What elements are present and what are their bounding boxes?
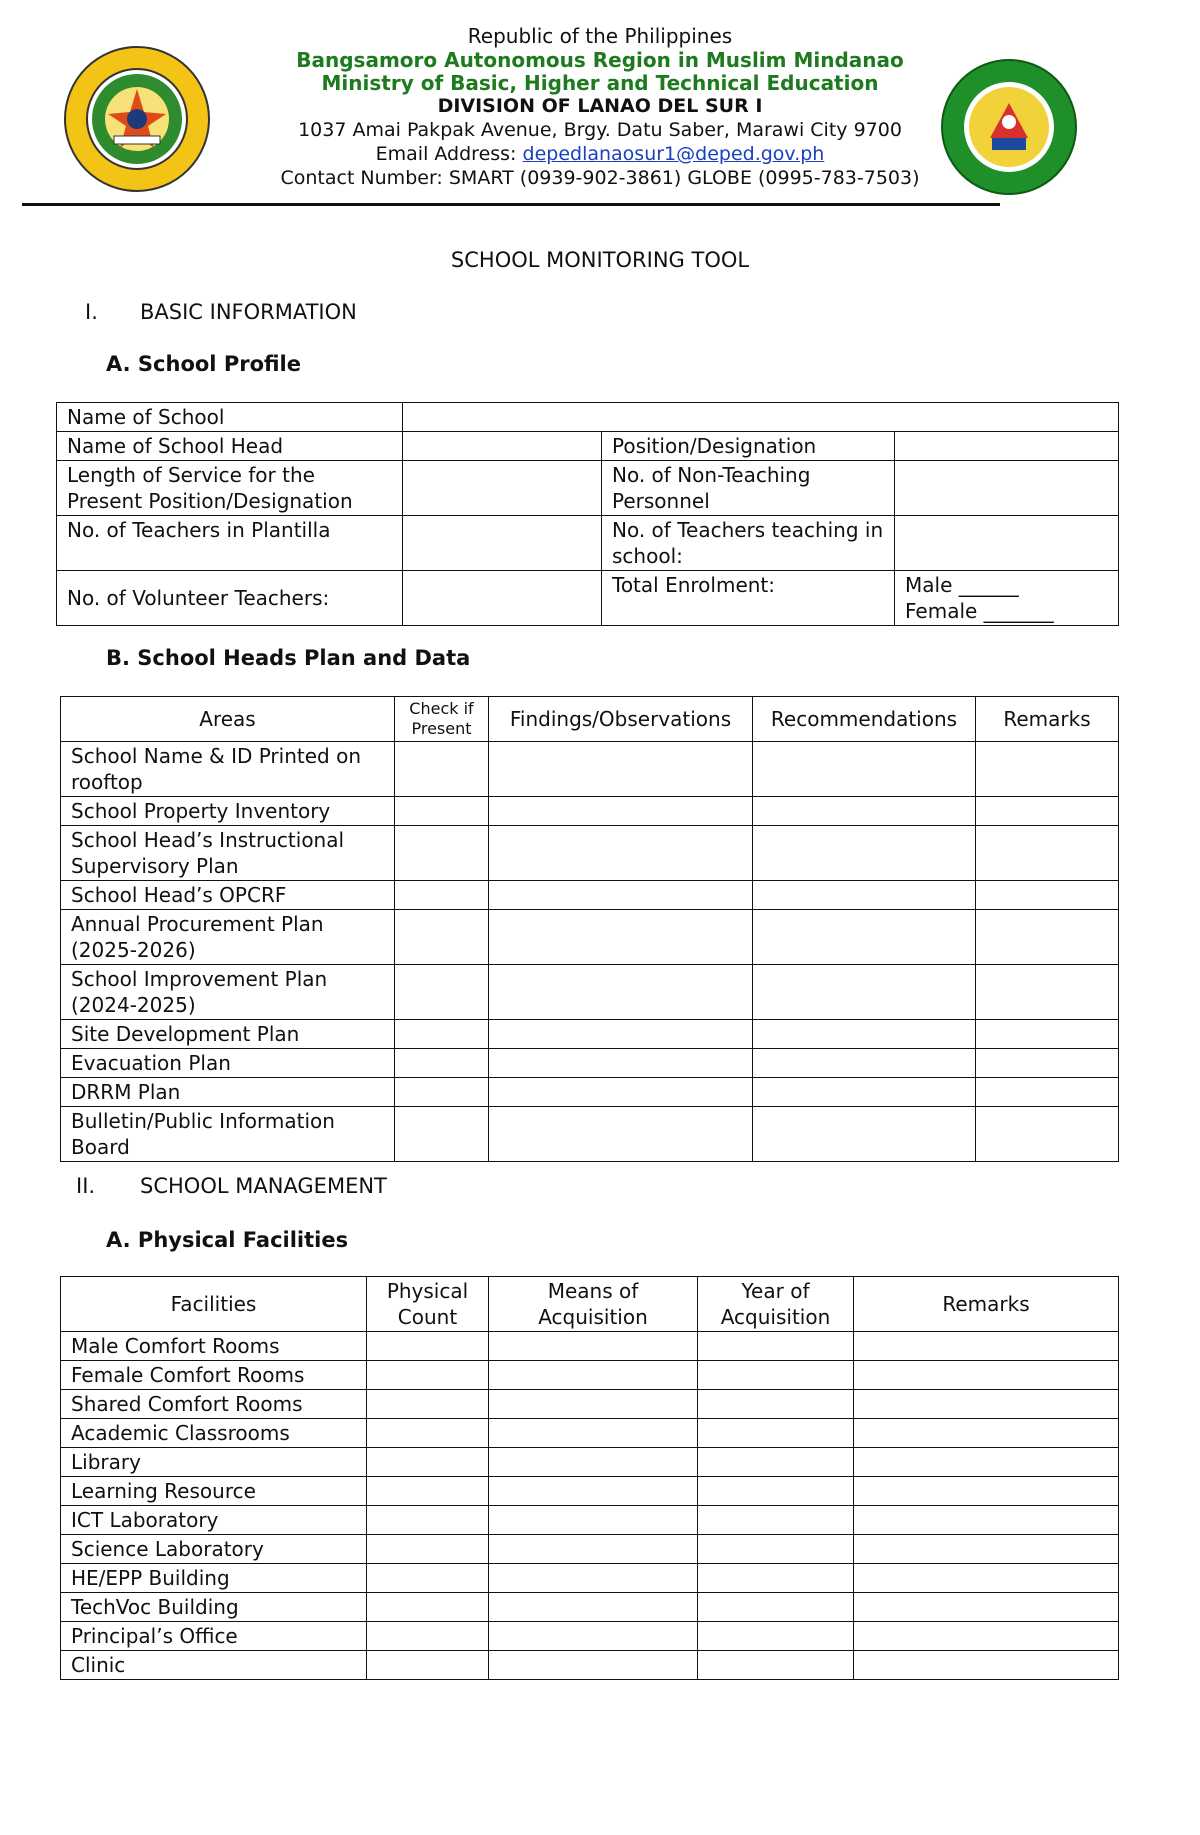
contact-line: Contact Number: SMART (0939-902-3861) GLOBE (0995-783-7503) xyxy=(280,167,920,189)
plan-check-cell[interactable] xyxy=(395,1020,489,1049)
length-of-service-label: Length of Service for the Present Position/Designation xyxy=(57,461,403,516)
facility-count-cell[interactable] xyxy=(367,1477,489,1506)
position-label: Position/Designation xyxy=(602,432,895,461)
table-row xyxy=(61,826,1119,881)
facilities-heading: A. Physical Facilities xyxy=(106,1228,349,1252)
ministry-line: Ministry of Basic, Higher and Technical Education xyxy=(321,71,879,95)
plan-findings-cell[interactable] xyxy=(489,826,753,881)
facility-count-cell[interactable] xyxy=(367,1361,489,1390)
facility-count-cell[interactable] xyxy=(367,1622,489,1651)
facility-count-cell[interactable] xyxy=(367,1506,489,1535)
table-row xyxy=(61,965,1119,1020)
plan-remarks-cell[interactable] xyxy=(976,1107,1119,1162)
plan-check-cell[interactable] xyxy=(395,797,489,826)
facility-year-cell[interactable] xyxy=(698,1419,854,1448)
facility-label: Science Laboratory xyxy=(61,1535,367,1564)
facility-means-cell[interactable] xyxy=(489,1390,698,1419)
table-row xyxy=(61,1506,1119,1535)
facility-year-cell[interactable] xyxy=(698,1390,854,1419)
plan-recommendations-cell[interactable] xyxy=(753,797,976,826)
plan-findings-cell[interactable] xyxy=(489,797,753,826)
plan-check-cell[interactable] xyxy=(395,881,489,910)
col-means-of-acquisition: Means of Acquisition xyxy=(489,1277,698,1332)
plan-remarks-cell[interactable] xyxy=(976,1020,1119,1049)
facility-count-cell[interactable] xyxy=(367,1593,489,1622)
facility-count-cell[interactable] xyxy=(367,1448,489,1477)
teachers-plantilla-label: No. of Teachers in Plantilla xyxy=(57,516,403,571)
facility-remarks-cell[interactable] xyxy=(854,1535,1119,1564)
plan-remarks-cell[interactable] xyxy=(976,910,1119,965)
plan-area-label: School Name & ID Printed on rooftop xyxy=(61,742,395,797)
letterhead xyxy=(0,0,1200,215)
email-link[interactable]: depedlanaosur1@deped.gov.ph xyxy=(522,143,825,165)
facility-means-cell[interactable] xyxy=(489,1361,698,1390)
table-row xyxy=(61,797,1119,826)
table-row xyxy=(61,1419,1119,1448)
facility-year-cell[interactable] xyxy=(698,1535,854,1564)
facility-count-cell[interactable] xyxy=(367,1564,489,1593)
table-row xyxy=(61,1622,1119,1651)
plan-recommendations-cell[interactable] xyxy=(753,826,976,881)
plan-findings-cell[interactable] xyxy=(489,1049,753,1078)
table-row xyxy=(61,1651,1119,1680)
facility-means-cell[interactable] xyxy=(489,1448,698,1477)
teachers-teaching-label: No. of Teachers teaching in school: xyxy=(602,516,895,571)
plan-remarks-cell[interactable] xyxy=(976,881,1119,910)
plan-findings-cell[interactable] xyxy=(489,1078,753,1107)
col-recommendations: Recommendations xyxy=(753,697,976,742)
school-profile-table xyxy=(56,402,1119,626)
facility-year-cell[interactable] xyxy=(698,1622,854,1651)
plan-recommendations-cell[interactable] xyxy=(753,1107,976,1162)
facility-remarks-cell[interactable] xyxy=(854,1622,1119,1651)
table-row xyxy=(61,1593,1119,1622)
region-line: Bangsamoro Autonomous Region in Muslim Mindanao xyxy=(296,48,904,72)
facility-means-cell[interactable] xyxy=(489,1506,698,1535)
facilities-table xyxy=(60,1276,1119,1680)
plan-recommendations-cell[interactable] xyxy=(753,1020,976,1049)
col-areas: Areas xyxy=(61,697,395,742)
school-head-label: Name of School Head xyxy=(57,432,403,461)
plan-recommendations-cell[interactable] xyxy=(753,742,976,797)
table-row xyxy=(61,1535,1119,1564)
col-fac-remarks: Remarks xyxy=(854,1277,1119,1332)
col-check-if-present: Check if Present xyxy=(395,697,489,742)
table-row xyxy=(61,910,1119,965)
name-of-school-field[interactable] xyxy=(403,403,1119,432)
plan-check-cell[interactable] xyxy=(395,965,489,1020)
facility-count-cell[interactable] xyxy=(367,1390,489,1419)
table-row xyxy=(61,1477,1119,1506)
plan-check-cell[interactable] xyxy=(395,1049,489,1078)
address-line: 1037 Amai Pakpak Avenue, Brgy. Datu Saber, Marawi City 9700 xyxy=(298,119,902,141)
facility-remarks-cell[interactable] xyxy=(854,1361,1119,1390)
facility-remarks-cell[interactable] xyxy=(854,1332,1119,1361)
section-2-number: II. xyxy=(76,1174,96,1198)
plan-area-label: School Improvement Plan (2024-2025) xyxy=(61,965,395,1020)
male-field[interactable]: Male ______ xyxy=(905,573,1019,597)
plan-area-label: Bulletin/Public Information Board xyxy=(61,1107,395,1162)
facility-label: Library xyxy=(61,1448,367,1477)
document-title: SCHOOL MONITORING TOOL xyxy=(450,248,750,272)
facility-year-cell[interactable] xyxy=(698,1477,854,1506)
plan-area-label: School Head’s OPCRF xyxy=(61,881,395,910)
school-profile-heading: A. School Profile xyxy=(106,352,301,376)
plan-area-label: School Head’s Instructional Supervisory Plan xyxy=(61,826,395,881)
facility-remarks-cell[interactable] xyxy=(854,1593,1119,1622)
plan-remarks-cell[interactable] xyxy=(976,797,1119,826)
republic-line: Republic of the Philippines xyxy=(467,24,733,48)
facility-label: HE/EPP Building xyxy=(61,1564,367,1593)
volunteer-field[interactable] xyxy=(403,571,602,626)
plan-check-cell[interactable] xyxy=(395,910,489,965)
facility-year-cell[interactable] xyxy=(698,1361,854,1390)
facility-means-cell[interactable] xyxy=(489,1477,698,1506)
table-row xyxy=(61,1049,1119,1078)
teachers-plantilla-field[interactable] xyxy=(403,516,602,571)
teachers-teaching-field[interactable] xyxy=(895,516,1119,571)
facility-count-cell[interactable] xyxy=(367,1419,489,1448)
facility-means-cell[interactable] xyxy=(489,1535,698,1564)
plan-findings-cell[interactable] xyxy=(489,910,753,965)
facility-remarks-cell[interactable] xyxy=(854,1419,1119,1448)
table-row xyxy=(61,1564,1119,1593)
facility-year-cell[interactable] xyxy=(698,1506,854,1535)
plan-remarks-cell[interactable] xyxy=(976,1049,1119,1078)
plan-recommendations-cell[interactable] xyxy=(753,1049,976,1078)
facility-label: TechVoc Building xyxy=(61,1593,367,1622)
email-label: Email Address: xyxy=(375,143,523,165)
plan-findings-cell[interactable] xyxy=(489,742,753,797)
plan-area-label: DRRM Plan xyxy=(61,1078,395,1107)
facility-remarks-cell[interactable] xyxy=(854,1506,1119,1535)
plan-remarks-cell[interactable] xyxy=(976,742,1119,797)
name-of-school-label: Name of School xyxy=(57,403,403,432)
table-row xyxy=(61,742,1119,797)
facility-label: Learning Resource xyxy=(61,1477,367,1506)
plan-recommendations-cell[interactable] xyxy=(753,965,976,1020)
facility-means-cell[interactable] xyxy=(489,1332,698,1361)
table-row xyxy=(61,1448,1119,1477)
plan-findings-cell[interactable] xyxy=(489,965,753,1020)
facility-count-cell[interactable] xyxy=(367,1651,489,1680)
plan-recommendations-cell[interactable] xyxy=(753,881,976,910)
section-1-number: I. xyxy=(85,300,98,324)
facility-remarks-cell[interactable] xyxy=(854,1448,1119,1477)
enrolment-label: Total Enrolment: xyxy=(602,571,895,626)
plans-heading: B. School Heads Plan and Data xyxy=(106,646,471,670)
female-field[interactable]: Female _______ xyxy=(905,599,1054,623)
school-head-field[interactable] xyxy=(403,432,602,461)
facility-remarks-cell[interactable] xyxy=(854,1651,1119,1680)
plan-remarks-cell[interactable] xyxy=(976,1078,1119,1107)
plan-area-label: School Property Inventory xyxy=(61,797,395,826)
facility-year-cell[interactable] xyxy=(698,1448,854,1477)
plan-area-label: Site Development Plan xyxy=(61,1020,395,1049)
plan-recommendations-cell[interactable] xyxy=(753,910,976,965)
enrolment-field[interactable] xyxy=(895,571,1119,626)
facility-label: Clinic xyxy=(61,1651,367,1680)
table-row xyxy=(61,881,1119,910)
plan-findings-cell[interactable] xyxy=(489,1020,753,1049)
facility-count-cell[interactable] xyxy=(367,1332,489,1361)
plan-check-cell[interactable] xyxy=(395,1107,489,1162)
position-field[interactable] xyxy=(895,432,1119,461)
facility-means-cell[interactable] xyxy=(489,1564,698,1593)
division-line: DIVISION OF LANAO DEL SUR I xyxy=(437,95,763,117)
table-row xyxy=(61,1107,1119,1162)
facility-year-cell[interactable] xyxy=(698,1564,854,1593)
facility-label: Male Comfort Rooms xyxy=(61,1332,367,1361)
plan-findings-cell[interactable] xyxy=(489,1107,753,1162)
facility-means-cell[interactable] xyxy=(489,1622,698,1651)
facility-remarks-cell[interactable] xyxy=(854,1477,1119,1506)
section-2-title: SCHOOL MANAGEMENT xyxy=(140,1174,387,1198)
col-findings: Findings/Observations xyxy=(489,697,753,742)
facility-year-cell[interactable] xyxy=(698,1651,854,1680)
col-facilities: Facilities xyxy=(61,1277,367,1332)
facility-count-cell[interactable] xyxy=(367,1535,489,1564)
table-row xyxy=(61,1078,1119,1107)
non-teaching-field[interactable] xyxy=(895,461,1119,516)
plans-table xyxy=(60,696,1119,1162)
section-1-title: BASIC INFORMATION xyxy=(140,300,357,324)
facility-label: Female Comfort Rooms xyxy=(61,1361,367,1390)
facility-label: ICT Laboratory xyxy=(61,1506,367,1535)
plan-recommendations-cell[interactable] xyxy=(753,1078,976,1107)
facility-remarks-cell[interactable] xyxy=(854,1564,1119,1593)
table-row xyxy=(61,1390,1119,1419)
plan-remarks-cell[interactable] xyxy=(976,965,1119,1020)
facility-means-cell[interactable] xyxy=(489,1593,698,1622)
non-teaching-label: No. of Non-Teaching Personnel xyxy=(602,461,895,516)
col-remarks: Remarks xyxy=(976,697,1119,742)
facility-label: Academic Classrooms xyxy=(61,1419,367,1448)
plan-findings-cell[interactable] xyxy=(489,881,753,910)
plan-check-cell[interactable] xyxy=(395,826,489,881)
length-of-service-field[interactable] xyxy=(403,461,602,516)
email-line xyxy=(0,142,1200,166)
col-year-of-acquisition: Year of Acquisition xyxy=(698,1277,854,1332)
facility-label: Shared Comfort Rooms xyxy=(61,1390,367,1419)
table-row xyxy=(61,1020,1119,1049)
facility-means-cell[interactable] xyxy=(489,1419,698,1448)
plan-area-label: Evacuation Plan xyxy=(61,1049,395,1078)
col-physical-count: Physical Count xyxy=(367,1277,489,1332)
facility-year-cell[interactable] xyxy=(698,1593,854,1622)
facility-remarks-cell[interactable] xyxy=(854,1390,1119,1419)
plan-check-cell[interactable] xyxy=(395,1078,489,1107)
plan-check-cell[interactable] xyxy=(395,742,489,797)
table-row xyxy=(61,1332,1119,1361)
table-row xyxy=(61,1361,1119,1390)
plan-area-label: Annual Procurement Plan (2025-2026) xyxy=(61,910,395,965)
header-divider xyxy=(22,203,1000,206)
plan-remarks-cell[interactable] xyxy=(976,826,1119,881)
facility-label: Principal’s Office xyxy=(61,1622,367,1651)
facility-means-cell[interactable] xyxy=(489,1651,698,1680)
facility-year-cell[interactable] xyxy=(698,1332,854,1361)
volunteer-label: No. of Volunteer Teachers: xyxy=(57,571,403,626)
